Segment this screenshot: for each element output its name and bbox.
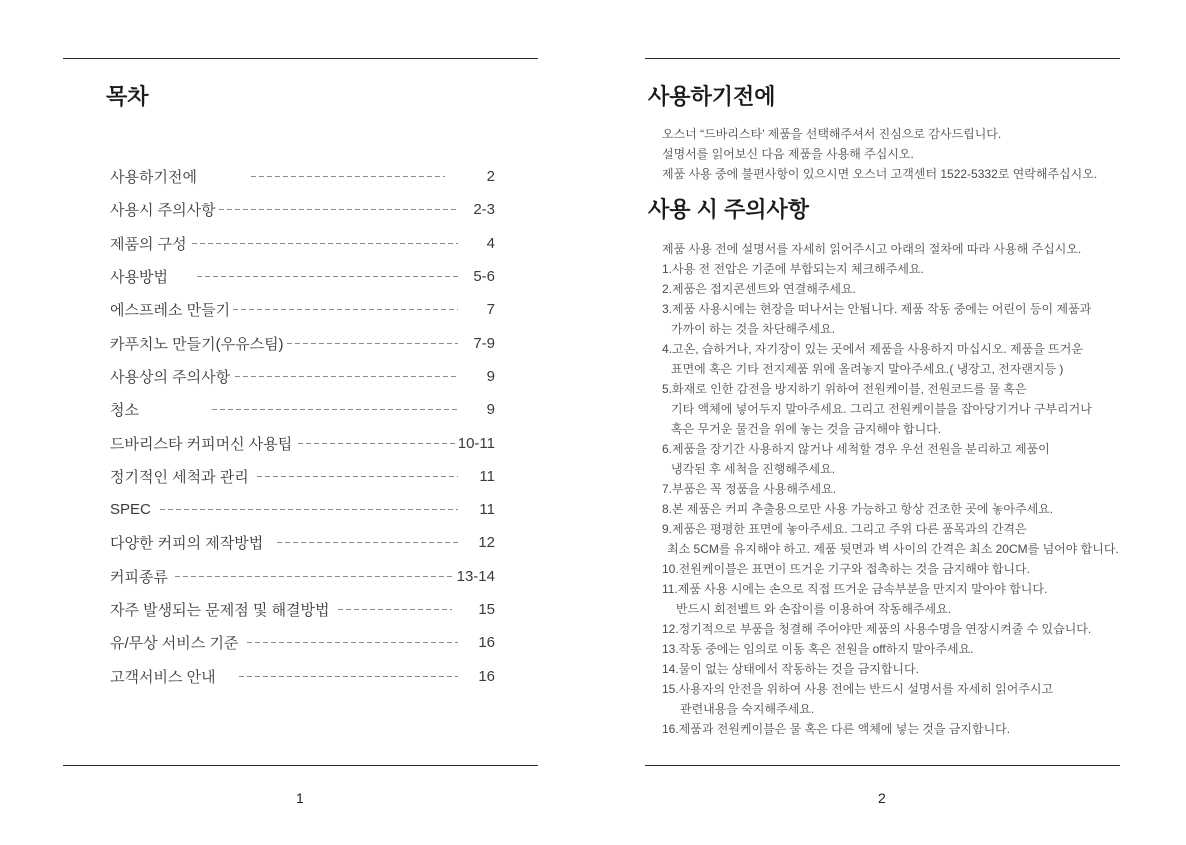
toc-entry-page: 7-9 [473, 334, 495, 352]
list-item [662, 719, 1119, 739]
list-item [662, 339, 1119, 379]
toc-entry-label: 커피종류 [110, 568, 168, 586]
list-item-line: 표면에 혹은 기타 전지제품 위에 올려놓지 말아주세요.( 냉장고, 전자랜지등 ) [671, 362, 1064, 376]
list-item [662, 619, 1119, 639]
toc-leader [175, 576, 454, 577]
toc-entry [110, 460, 495, 493]
list-item [662, 639, 1119, 659]
toc-leader [287, 343, 458, 344]
toc-title: 목차 [106, 84, 149, 109]
list-item-line: 9.제품은 평평한 표면에 놓아주세요. 그리고 주위 다른 품목과의 간격은 [662, 522, 1027, 536]
page-number: 2 [878, 790, 886, 806]
right-page-bottom-rule [645, 765, 1120, 766]
list-item-line: 10.전원케이블은 표면이 뜨거운 기구와 접촉하는 것을 금지해야 합니다. [662, 562, 1030, 576]
toc-entry [110, 193, 495, 226]
toc-leader [160, 509, 458, 510]
list-item-line: 6.제품을 장기간 사용하지 않거나 세척할 경우 우선 전원을 분리하고 제품이 [662, 442, 1050, 456]
toc-leader [212, 409, 458, 410]
toc-entry-page: 2-3 [473, 201, 495, 219]
list-item-line: 3.제품 사용시에는 현장을 떠나서는 안됩니다. 제품 작동 중에는 어린이 등이 제품과 [662, 302, 1092, 316]
toc-leader [277, 542, 458, 543]
page-number: 1 [296, 790, 304, 806]
toc-entry [110, 227, 495, 260]
right-page-top-rule [645, 58, 1120, 59]
list-item [662, 299, 1119, 339]
toc-entry-page: 16 [478, 667, 495, 685]
toc-entry-page: 9 [486, 401, 495, 419]
list-item [662, 559, 1119, 579]
list-item [662, 439, 1119, 479]
list-item-line: 5.화재로 인한 감전을 방지하기 위하여 전원케이블, 전원코드를 물 혹은 [662, 382, 1027, 396]
table-of-contents [110, 160, 495, 693]
toc-entry-page: 15 [478, 601, 495, 618]
list-item [662, 259, 1119, 279]
list-item-line: 16.제품과 전원케이블은 물 혹은 다른 액체에 넣는 것을 금지합니다. [662, 722, 1011, 736]
toc-entry-page: 4 [486, 234, 495, 252]
list-item-line: 14.물이 없는 상태에서 작동하는 것을 금지합니다. [662, 662, 919, 676]
toc-leader [233, 309, 458, 310]
toc-entry-label: 제품의 구성 [110, 235, 187, 253]
paragraph-line: 제품 사용 중에 불편사항이 있으시면 오스너 고객센터 1522-5332로 연락해주십시오. [662, 167, 1098, 181]
paragraph-line: 설명서를 읽어보신 다음 제품을 사용해 주십시오. [662, 147, 914, 161]
toc-entry [110, 260, 495, 293]
list-item [662, 679, 1119, 719]
toc-entry [110, 493, 495, 526]
list-item [662, 579, 1119, 619]
toc-entry [110, 160, 495, 193]
list-item-line: 가까이 하는 것을 차단해주세요. [671, 322, 836, 336]
toc-entry [110, 326, 495, 359]
list-item-line: 반드시 회전벨트 와 손잡이를 이용하여 작동해주세요. [676, 602, 952, 616]
toc-entry-label: 고객서비스 안내 [110, 668, 216, 686]
list-item [662, 379, 1119, 439]
left-page-top-rule [63, 58, 538, 59]
precautions-list [662, 239, 1119, 739]
list-item-line: 8.본 제품은 커피 추출용으로만 사용 가능하고 항상 건조한 곳에 놓아주세요. [662, 502, 1054, 516]
toc-entry-page: 10-11 [457, 434, 495, 452]
toc-entry-label: 유/무상 서비스 기준 [110, 635, 239, 653]
toc-entry-page: 13-14 [456, 567, 495, 585]
toc-entry-page: 9 [486, 367, 495, 385]
toc-entry-label: 자주 발생되는 문제점 및 해결방법 [110, 602, 330, 619]
toc-entry-label: 사용상의 주의사항 [110, 368, 231, 386]
list-item-line: 냉각된 후 세척을 진행해주세요. [671, 462, 836, 476]
toc-entry-label: 카푸치노 만들기(우유스팀) [110, 335, 284, 353]
list-item [662, 499, 1119, 519]
list-item-line: 11.제품 사용 시에는 손으로 직접 뜨거운 금속부분을 만지지 말아야 합니다. [662, 582, 1048, 596]
section-before-use-text [662, 124, 1097, 184]
list-item [662, 279, 1119, 299]
section-heading-before-use: 사용하기전에 [648, 84, 776, 109]
toc-entry-label: 에스프레소 만들기 [110, 302, 231, 320]
toc-leader [251, 176, 445, 177]
toc-entry [110, 360, 495, 393]
list-item-line: 관련내용을 숙지해주세요. [680, 702, 815, 716]
toc-entry-label: 사용방법 [110, 269, 168, 287]
list-item [662, 479, 1119, 499]
toc-entry-label: 청소 [110, 402, 139, 420]
toc-entry-label: 다양한 커피의 제작방법 [110, 535, 264, 553]
list-item-line: 12.정기적으로 부품을 청결해 주어야만 제품의 사용수명을 연장시켜줄 수 있습니다. [662, 622, 1092, 636]
toc-entry [110, 626, 495, 659]
toc-leader [219, 209, 458, 210]
toc-entry-label: SPEC [110, 501, 151, 519]
toc-leader [239, 676, 458, 677]
toc-leader [197, 276, 458, 277]
list-item-line: 1.사용 전 전압은 기준에 부합되는지 체크해주세요. [662, 262, 924, 276]
list-item-line: 4.고온, 습하거나, 자기장이 있는 곳에서 제품을 사용하지 마십시오. 제품을 뜨거운 [662, 342, 1083, 356]
toc-entry-label: 사용시 주의사항 [110, 202, 216, 220]
toc-entry-label: 사용하기전에 [110, 169, 197, 187]
list-item-line: 최소 5CM를 유지해야 하고. 제품 뒷면과 벽 사이의 간격은 최소 20CM를 넘어야 합니다. [667, 542, 1119, 556]
toc-entry-page: 7 [486, 301, 495, 319]
toc-leader [192, 243, 458, 244]
list-item-line: 기타 액체에 넣어두지 말아주세요. 그리고 전원케이블을 잡아당기거나 구부리거나 [671, 402, 1092, 416]
toc-leader [338, 609, 452, 610]
section-heading-precautions: 사용 시 주의사항 [648, 197, 809, 222]
toc-entry [110, 526, 495, 559]
toc-leader [247, 642, 458, 643]
toc-leader [235, 376, 458, 377]
toc-entry [110, 293, 495, 326]
list-item-line: 2.제품은 접지콘센트와 연결해주세요. [662, 282, 856, 296]
toc-entry-page: 5-6 [473, 268, 495, 286]
precautions-intro: 제품 사용 전에 설명서를 자세히 읽어주시고 아래의 절차에 따라 사용해 주십시오. [662, 242, 1082, 256]
toc-entry-label: 정기적인 세척과 관리 [110, 468, 249, 486]
toc-entry [110, 593, 495, 626]
paragraph-line: 오스너 “드바리스타’ 제품을 선택해주셔서 진심으로 감사드립니다. [662, 127, 1002, 141]
list-item-line: 15.사용자의 안전을 위하여 사용 전에는 반드시 설명서를 자세히 읽어주시고 [662, 682, 1054, 696]
toc-entry [110, 560, 495, 593]
list-item-line: 혹은 무거운 물건을 위에 놓는 것을 금지해야 합니다. [671, 422, 942, 436]
list-item-line: 7.부품은 꼭 정품을 사용해주세요. [662, 482, 837, 496]
toc-entry-page: 11 [479, 467, 495, 485]
toc-entry [110, 659, 495, 692]
toc-leader [257, 476, 458, 477]
toc-entry [110, 393, 495, 426]
toc-entry-label: 드바리스타 커피머신 사용팁 [110, 435, 293, 453]
toc-entry-page: 2 [486, 168, 495, 186]
toc-entry-page: 12 [478, 534, 495, 552]
toc-entry [110, 426, 495, 459]
list-item [662, 659, 1119, 679]
toc-leader [298, 443, 455, 444]
list-item-line: 13.작동 중에는 임의로 이동 혹은 전원을 off하지 말아주세요. [662, 642, 974, 656]
list-item [662, 519, 1119, 559]
toc-entry-page: 16 [478, 634, 495, 652]
toc-entry-page: 11 [479, 501, 495, 519]
left-page-bottom-rule [63, 765, 538, 766]
